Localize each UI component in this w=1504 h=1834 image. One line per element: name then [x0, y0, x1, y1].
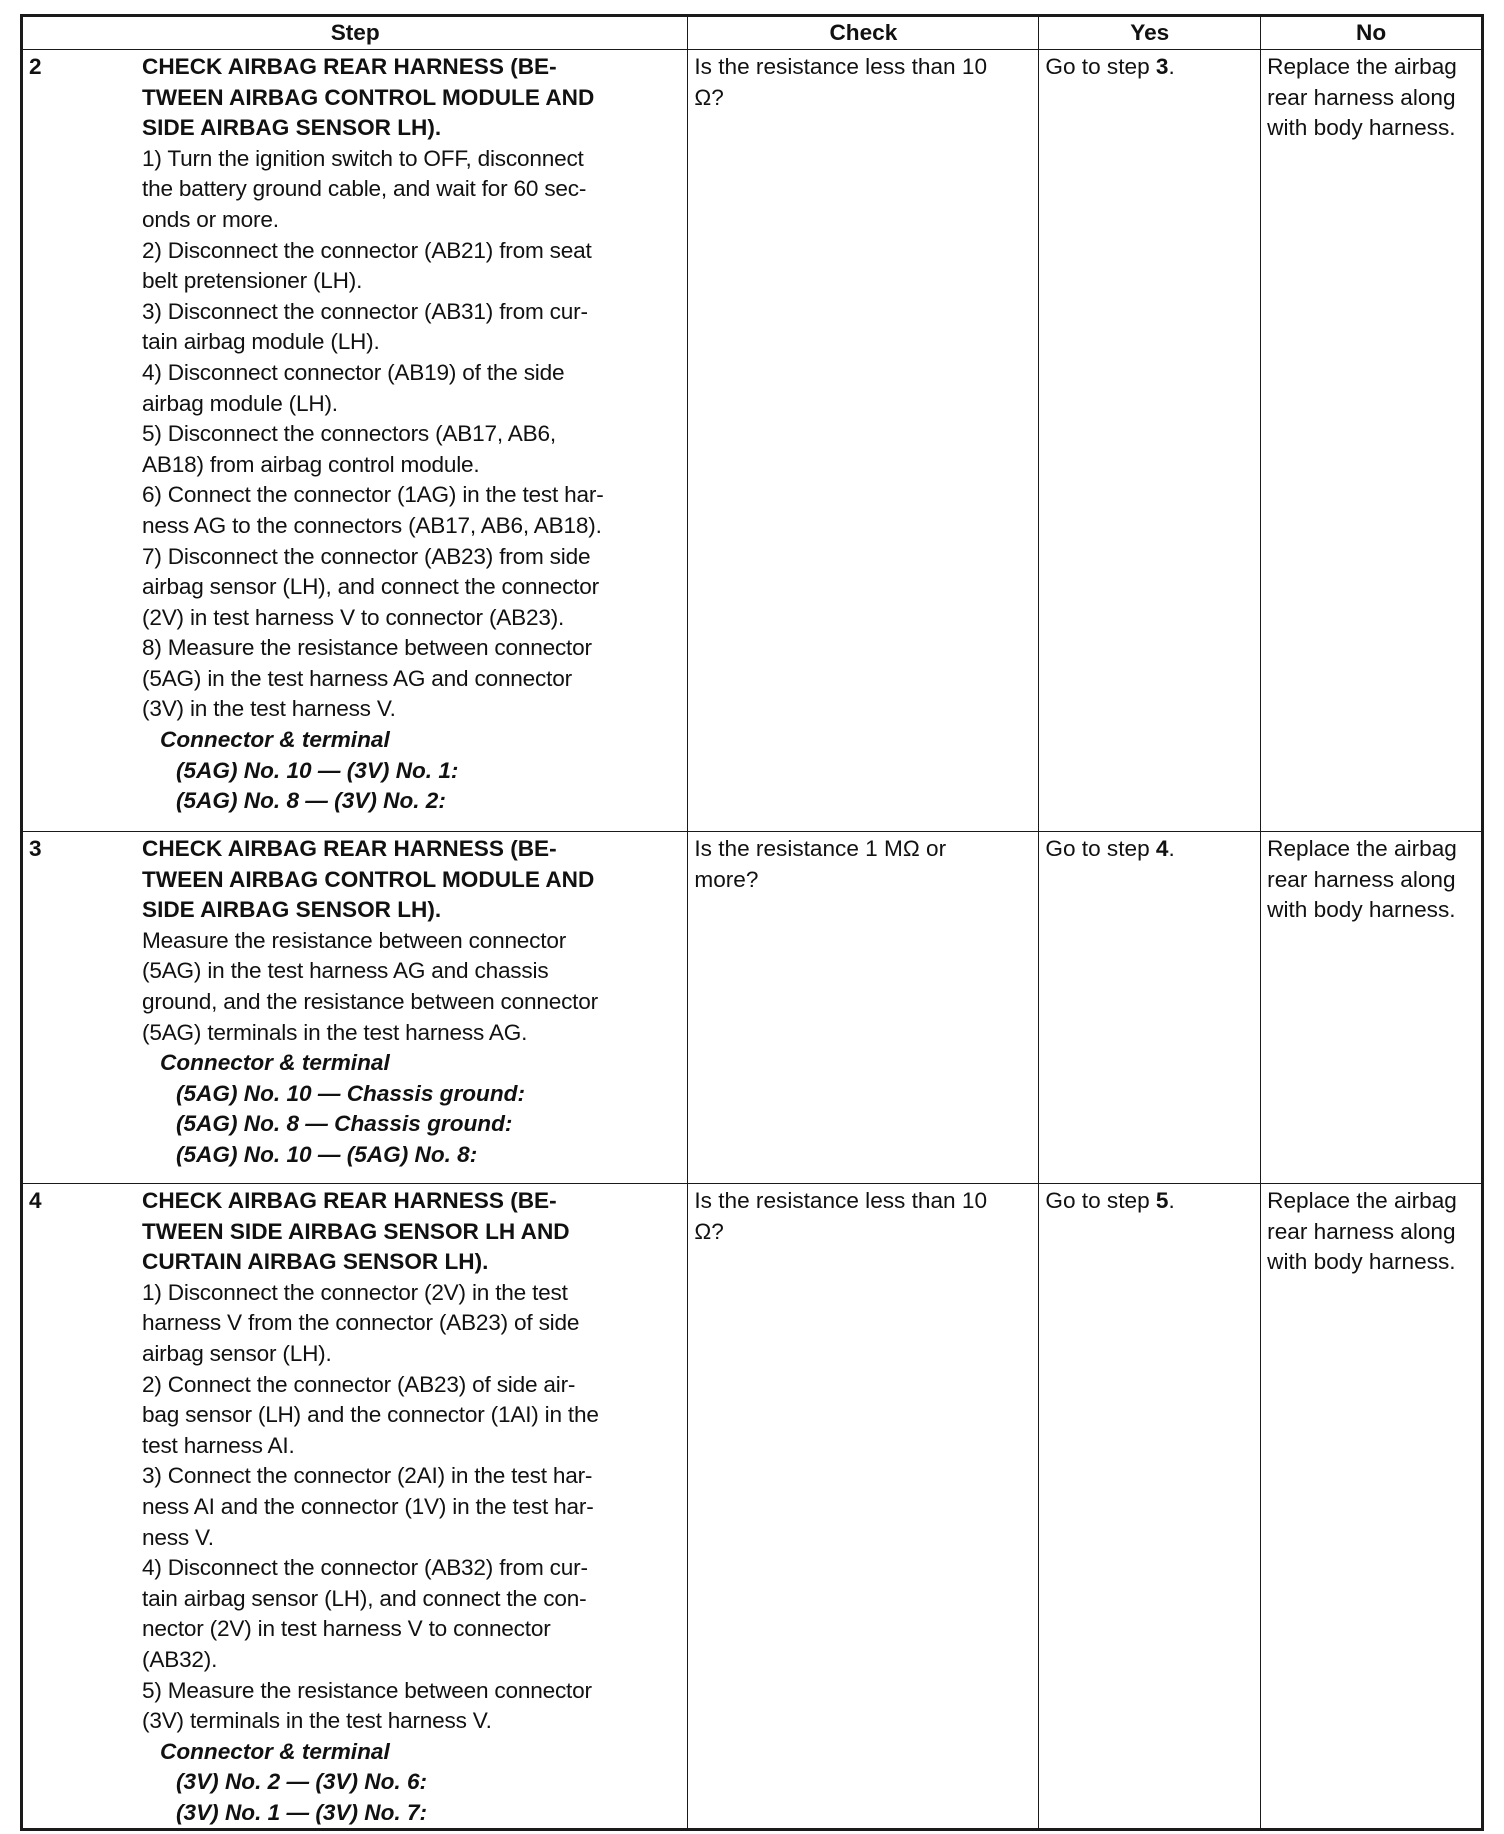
step-instruction-line: (5AG) terminals in the test harness AG. — [142, 1019, 528, 1045]
step-instruction-line: 5) Measure the resistance between connector — [142, 1677, 592, 1703]
connector-terminal-label: Connector & terminal — [160, 1738, 390, 1764]
header-no: No — [1261, 16, 1483, 50]
step-instruction-line: 7) Disconnect the connector (AB23) from side — [142, 543, 591, 569]
step-instruction-line: (5AG) in the test harness AG and chassis — [142, 958, 549, 984]
yes-action-text: Go to step — [1045, 1188, 1156, 1213]
no-action-line: with body harness. — [1267, 897, 1456, 923]
step-instruction-line: test harness AI. — [142, 1432, 295, 1458]
header-yes: Yes — [1039, 16, 1261, 50]
check-question-line: Ω? — [694, 1218, 724, 1244]
table-row — [22, 1184, 1483, 1830]
step-instruction-line: nector (2V) in test harness V to connector — [142, 1616, 551, 1642]
step-instruction-line: airbag module (LH). — [142, 390, 338, 416]
step-number: 3 — [29, 836, 42, 861]
terminal-spec-line: (5AG) No. 10 — (5AG) No. 8: — [176, 1141, 478, 1167]
diagnostic-table — [20, 14, 1484, 1831]
table-body — [22, 50, 1483, 1830]
table-row — [22, 832, 1483, 1184]
check-cell — [688, 50, 1039, 832]
no-action-line: with body harness. — [1267, 1249, 1456, 1275]
yes-action-suffix: . — [1168, 836, 1175, 861]
no-action-line: Replace the airbag — [1267, 1188, 1457, 1213]
step-instruction-line: 2) Disconnect the connector (AB21) from seat — [142, 237, 592, 263]
yes-cell — [1039, 1184, 1261, 1830]
step-cell — [22, 50, 688, 832]
connector-terminal-label: Connector & terminal — [160, 727, 390, 753]
step-heading-line: SIDE AIRBAG SENSOR LH). — [142, 115, 442, 141]
step-cell — [22, 1184, 688, 1830]
step-instruction-line: (AB32). — [142, 1646, 218, 1672]
step-instruction-line: ness V. — [142, 1524, 214, 1550]
table-row — [22, 50, 1483, 832]
no-cell — [1261, 832, 1483, 1184]
no-action-line: Replace the airbag — [1267, 836, 1457, 861]
step-instruction-line: harness V from the connector (AB23) of side — [142, 1310, 580, 1336]
step-body — [142, 1186, 681, 1828]
step-number: 4 — [29, 1188, 42, 1213]
step-instruction-line: tain airbag module (LH). — [142, 329, 380, 355]
terminal-spec-line: (5AG) No. 10 — (3V) No. 1: — [176, 757, 459, 783]
step-instruction-line: ness AI and the connector (1V) in the test har- — [142, 1493, 594, 1519]
check-question-line: Is the resistance less than 10 — [694, 54, 988, 79]
check-cell — [688, 832, 1039, 1184]
no-action-line: Replace the airbag — [1267, 54, 1457, 79]
yes-action-suffix: . — [1168, 54, 1175, 79]
yes-cell — [1039, 832, 1261, 1184]
step-heading-line: SIDE AIRBAG SENSOR LH). — [142, 897, 442, 923]
step-instruction-line: 3) Connect the connector (2AI) in the test har- — [142, 1463, 593, 1489]
step-instruction-line: belt pretensioner (LH). — [142, 268, 363, 294]
yes-step-link: 4 — [1155, 836, 1169, 861]
step-instruction-line: airbag sensor (LH). — [142, 1340, 332, 1366]
yes-cell — [1039, 50, 1261, 832]
step-instruction-line: the battery ground cable, and wait for 60 sec- — [142, 176, 587, 202]
terminal-spec-line: (5AG) No. 10 — Chassis ground: — [176, 1080, 525, 1106]
step-number: 2 — [29, 54, 42, 79]
check-cell — [688, 1184, 1039, 1830]
step-instruction-line: airbag sensor (LH), and connect the connector — [142, 574, 599, 600]
step-instruction-line: AB18) from airbag control module. — [142, 451, 480, 477]
step-instruction-line: 4) Disconnect connector (AB19) of the side — [142, 359, 565, 385]
step-instruction-line: 1) Turn the ignition switch to OFF, disconnect — [142, 145, 584, 171]
terminal-spec-line: (5AG) No. 8 — Chassis ground: — [176, 1111, 513, 1137]
check-question-line: Is the resistance 1 MΩ or — [694, 836, 947, 861]
step-instruction-line: 6) Connect the connector (1AG) in the test har- — [142, 482, 604, 508]
step-cell — [22, 832, 688, 1184]
step-instruction-line: 8) Measure the resistance between connector — [142, 635, 592, 661]
step-instruction-line: (2V) in test harness V to connector (AB23). — [142, 604, 565, 630]
step-heading-line: TWEEN SIDE AIRBAG SENSOR LH AND — [142, 1218, 570, 1244]
step-instruction-line: 3) Disconnect the connector (AB31) from cur- — [142, 298, 588, 324]
no-action-line: rear harness along — [1267, 84, 1456, 110]
step-instruction-line: 1) Disconnect the connector (2V) in the test — [142, 1279, 568, 1305]
step-instruction-line: 2) Connect the connector (AB23) of side air- — [142, 1371, 576, 1397]
header-check: Check — [688, 16, 1039, 50]
yes-step-link: 5 — [1155, 1188, 1169, 1213]
check-question-line: Ω? — [694, 84, 724, 110]
check-question-line: Is the resistance less than 10 — [694, 1188, 988, 1213]
no-cell — [1261, 50, 1483, 832]
terminal-spec-line: (3V) No. 1 — (3V) No. 7: — [176, 1799, 428, 1825]
step-instruction-line: bag sensor (LH) and the connector (1AI) in the — [142, 1402, 599, 1428]
step-instruction-line: Measure the resistance between connector — [142, 927, 567, 953]
step-heading-line: CHECK AIRBAG REAR HARNESS (BE- — [142, 836, 557, 861]
step-heading-line: CHECK AIRBAG REAR HARNESS (BE- — [142, 54, 557, 79]
step-body — [142, 834, 681, 1171]
step-heading-line: CHECK AIRBAG REAR HARNESS (BE- — [142, 1188, 557, 1213]
step-instruction-line: (3V) in the test harness V. — [142, 696, 396, 722]
no-action-line: rear harness along — [1267, 866, 1456, 892]
step-body — [142, 52, 681, 817]
yes-action-suffix: . — [1168, 1188, 1175, 1213]
step-instruction-line: (3V) terminals in the test harness V. — [142, 1708, 492, 1734]
yes-step-link: 3 — [1155, 54, 1169, 79]
step-instruction-line: 5) Disconnect the connectors (AB17, AB6, — [142, 421, 556, 447]
step-instruction-line: ground, and the resistance between connector — [142, 988, 598, 1014]
step-instruction-line: (5AG) in the test harness AG and connector — [142, 665, 572, 691]
step-instruction-line: tain airbag sensor (LH), and connect the con- — [142, 1585, 587, 1611]
step-instruction-line: 4) Disconnect the connector (AB32) from cur- — [142, 1555, 588, 1581]
step-instruction-line: onds or more. — [142, 206, 279, 232]
terminal-spec-line: (3V) No. 2 — (3V) No. 6: — [176, 1769, 428, 1795]
no-action-line: rear harness along — [1267, 1218, 1456, 1244]
yes-action-text: Go to step — [1045, 836, 1156, 861]
header-step: Step — [22, 16, 688, 50]
step-instruction-line: ness AG to the connectors (AB17, AB6, AB18). — [142, 512, 602, 538]
terminal-spec-line: (5AG) No. 8 — (3V) No. 2: — [176, 788, 446, 814]
connector-terminal-label: Connector & terminal — [160, 1050, 390, 1076]
no-action-line: with body harness. — [1267, 115, 1456, 141]
check-question-line: more? — [694, 866, 759, 892]
no-cell — [1261, 1184, 1483, 1830]
step-heading-line: TWEEN AIRBAG CONTROL MODULE AND — [142, 84, 595, 110]
yes-action-text: Go to step — [1045, 54, 1156, 79]
header-row — [22, 16, 1483, 50]
step-heading-line: CURTAIN AIRBAG SENSOR LH). — [142, 1249, 489, 1275]
step-heading-line: TWEEN AIRBAG CONTROL MODULE AND — [142, 866, 595, 892]
